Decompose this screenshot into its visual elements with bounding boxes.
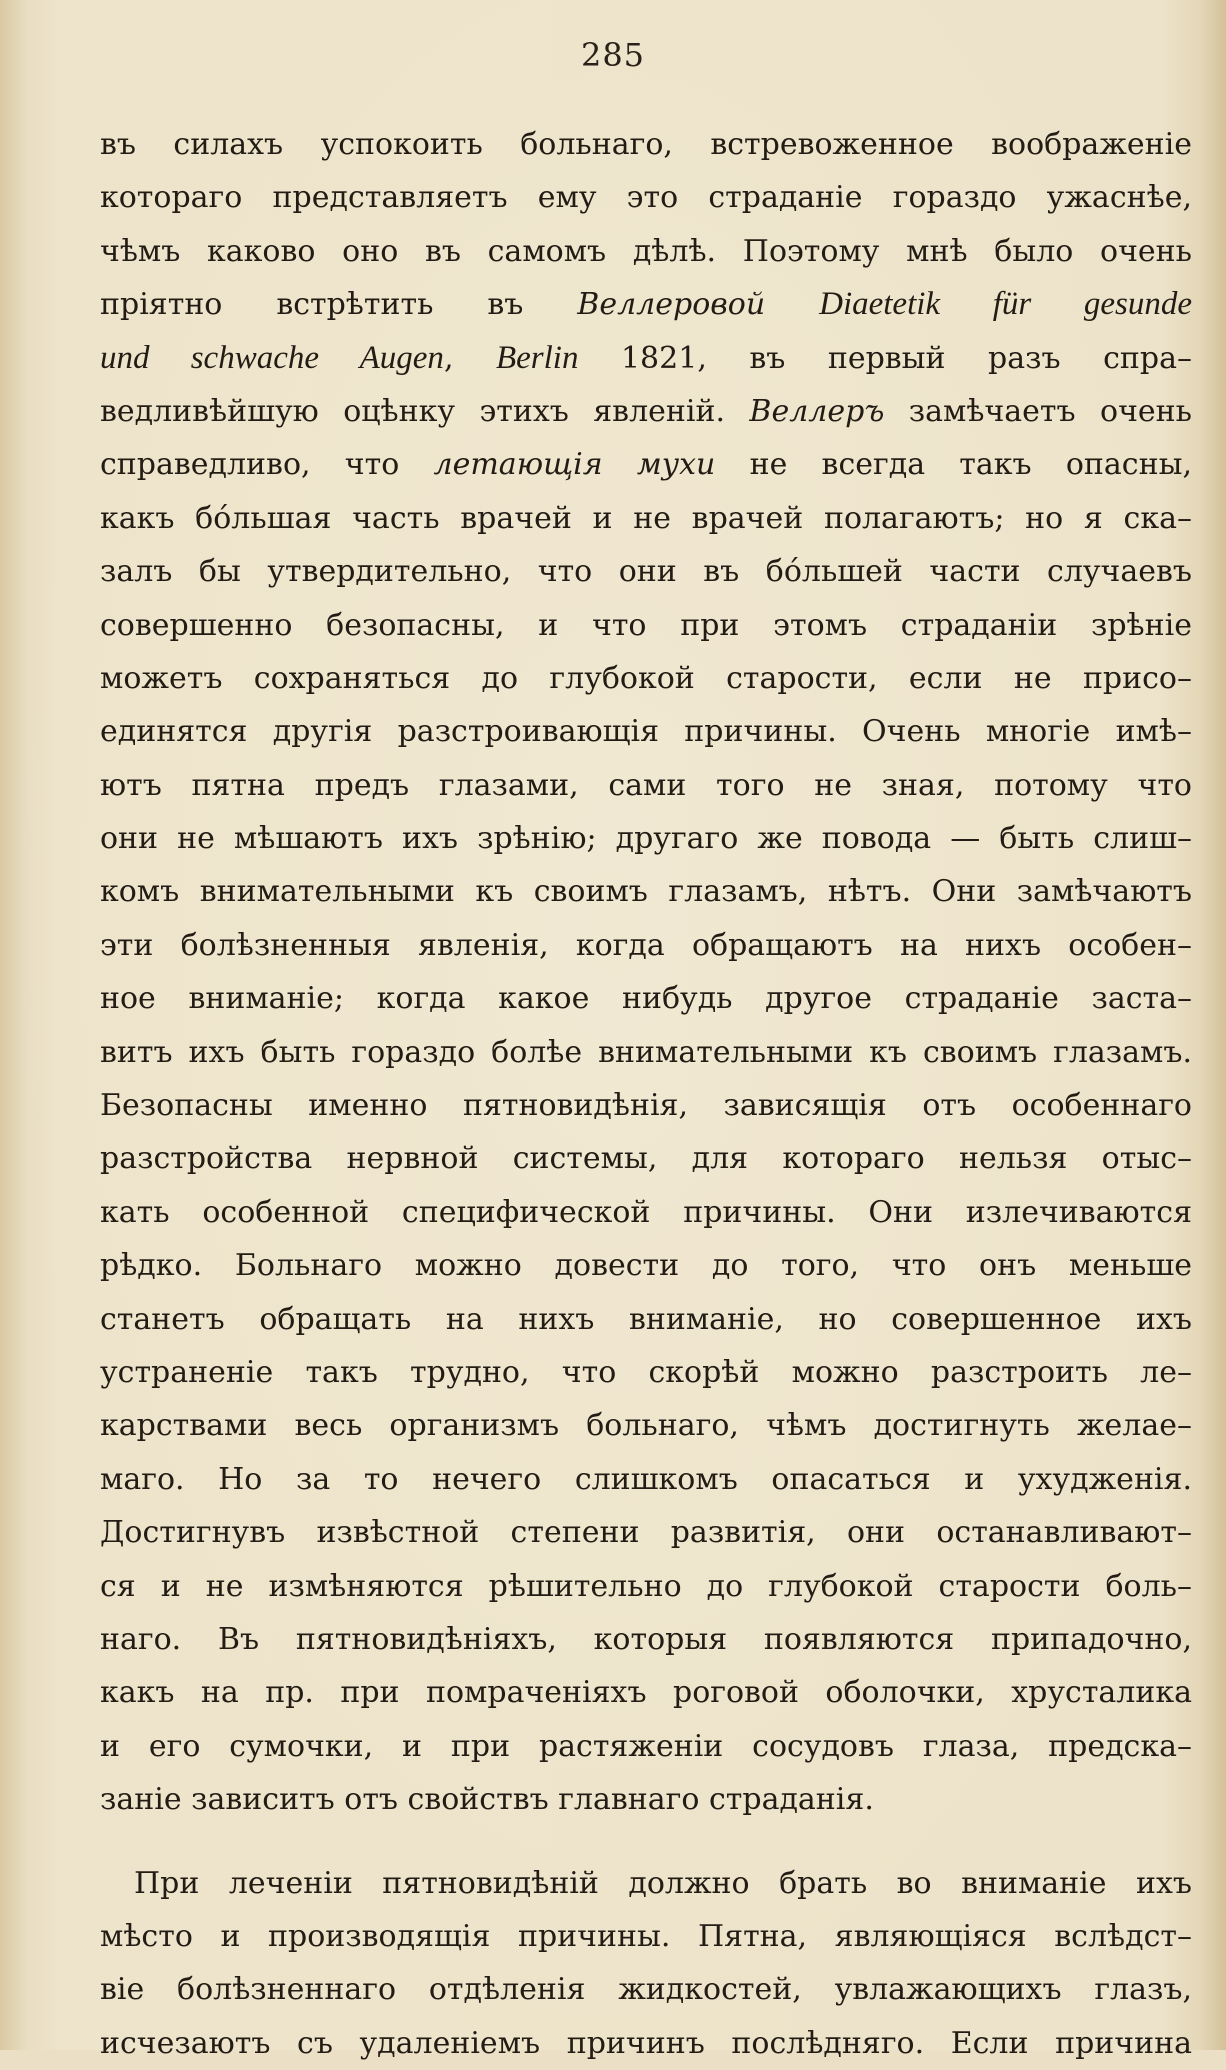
text-line: эти болѣзненныя явленія, когда обращаютъ на нихъ особен–: [100, 919, 1192, 972]
text-line: справедливо, что летающія мухи не всегда такъ опасны,: [100, 438, 1192, 491]
paragraph-gap: [100, 1827, 1192, 1857]
text-line: Безопасны именно пятновидѣнія, зависящія отъ особеннаго: [100, 1079, 1192, 1132]
text-line: заніе зависитъ отъ свойствъ главнаго страданія.: [100, 1773, 1192, 1826]
text-line: какъ бо́льшая часть врачей и не врачей полагаютъ; но я ска–: [100, 492, 1192, 545]
text-line: ся и не измѣняются рѣшительно до глубокой старости боль–: [100, 1560, 1192, 1613]
text-line: ютъ пятна предъ глазами, сами того не зная, потому что: [100, 759, 1192, 812]
body-text: [100, 118, 1192, 2070]
italic-term: und schwache Augen: [100, 340, 444, 376]
italic-term: летающія мухи: [434, 447, 716, 482]
paragraph-2: [100, 1857, 1192, 2070]
text-line: котораго представляетъ ему это страданіе гораздо ужаснѣе,: [100, 171, 1192, 224]
text-line: исчезаютъ съ удаленіемъ причинъ послѣдняго. Если причина: [100, 2017, 1192, 2070]
text-line: мѣсто и производящія причины. Пятна, являющіяся вслѣдст–: [100, 1910, 1192, 1963]
text-line: кать особенной специфической причины. Они излечиваются: [100, 1186, 1192, 1239]
text-line: und schwache Augen, Berlin 1821, въ первый разъ спра–: [100, 332, 1192, 385]
text-line: Достигнувъ извѣстной степени развитія, они останавливают–: [100, 1506, 1192, 1559]
text-line: витъ ихъ быть гораздо болѣе внимательными къ своимъ глазамъ.: [100, 1026, 1192, 1079]
text-line: карствами весь организмъ больнаго, чѣмъ достигнуть желае–: [100, 1399, 1192, 1452]
paragraph-1: [100, 118, 1192, 1827]
text-line: единятся другія разстроивающія причины. Очень многіе имѣ–: [100, 705, 1192, 758]
text-line: они не мѣшаютъ ихъ зрѣнію; другаго же повода — быть слиш–: [100, 812, 1192, 865]
italic-term: Diaetetik für gesunde: [819, 286, 1192, 322]
text-line: станетъ обращать на нихъ вниманіе, но совершенное ихъ: [100, 1293, 1192, 1346]
text-line: ведливѣйшую оцѣнку этихъ явленій. Веллеръ замѣчаетъ очень: [100, 385, 1192, 438]
text-line: можетъ сохраняться до глубокой старости, если не присо–: [100, 652, 1192, 705]
text-line: рѣдко. Больнаго можно довести до того, что онъ меньше: [100, 1239, 1192, 1292]
text-line: въ силахъ успокоить больнаго, встревоженное воображеніе: [100, 118, 1192, 171]
text-line: При леченіи пятновидѣній должно брать во вниманіе ихъ: [100, 1857, 1192, 1910]
italic-term: Веллеръ: [749, 394, 884, 429]
italic-term: Веллеровой: [577, 287, 765, 322]
text-line: наго. Въ пятновидѣніяхъ, которыя появляются припадочно,: [100, 1613, 1192, 1666]
text-line: какъ на пр. при помраченіяхъ роговой оболочки, хрусталика: [100, 1666, 1192, 1719]
text-line: ное вниманіе; когда какое нибудь другое страданіе заста–: [100, 972, 1192, 1025]
text-line: чѣмъ каково оно въ самомъ дѣлѣ. Поэтому мнѣ было очень: [100, 225, 1192, 278]
italic-term: Berlin: [496, 340, 578, 376]
text-line: разстройства нервной системы, для котораго нельзя отыс–: [100, 1132, 1192, 1185]
text-line: залъ бы утвердительно, что они въ бо́льшей части случаевъ: [100, 545, 1192, 598]
text-line: пріятно встрѣтить въ Веллеровой Diaetetik für gesunde: [100, 278, 1192, 331]
text-line: совершенно безопасны, и что при этомъ страданіи зрѣніе: [100, 599, 1192, 652]
text-line: маго. Но за то нечего слишкомъ опасаться и ухудженія.: [100, 1453, 1192, 1506]
page-number: 285: [0, 36, 1226, 74]
text-line: и его сумочки, и при растяженіи сосудовъ глаза, предска–: [100, 1720, 1192, 1773]
text-line: комъ внимательными къ своимъ глазамъ, нѣтъ. Они замѣчаютъ: [100, 865, 1192, 918]
text-line: устраненіе такъ трудно, что скорѣй можно разстроить ле–: [100, 1346, 1192, 1399]
text-line: віе болѣзненнаго отдѣленія жидкостей, увлажающихъ глазъ,: [100, 1963, 1192, 2016]
